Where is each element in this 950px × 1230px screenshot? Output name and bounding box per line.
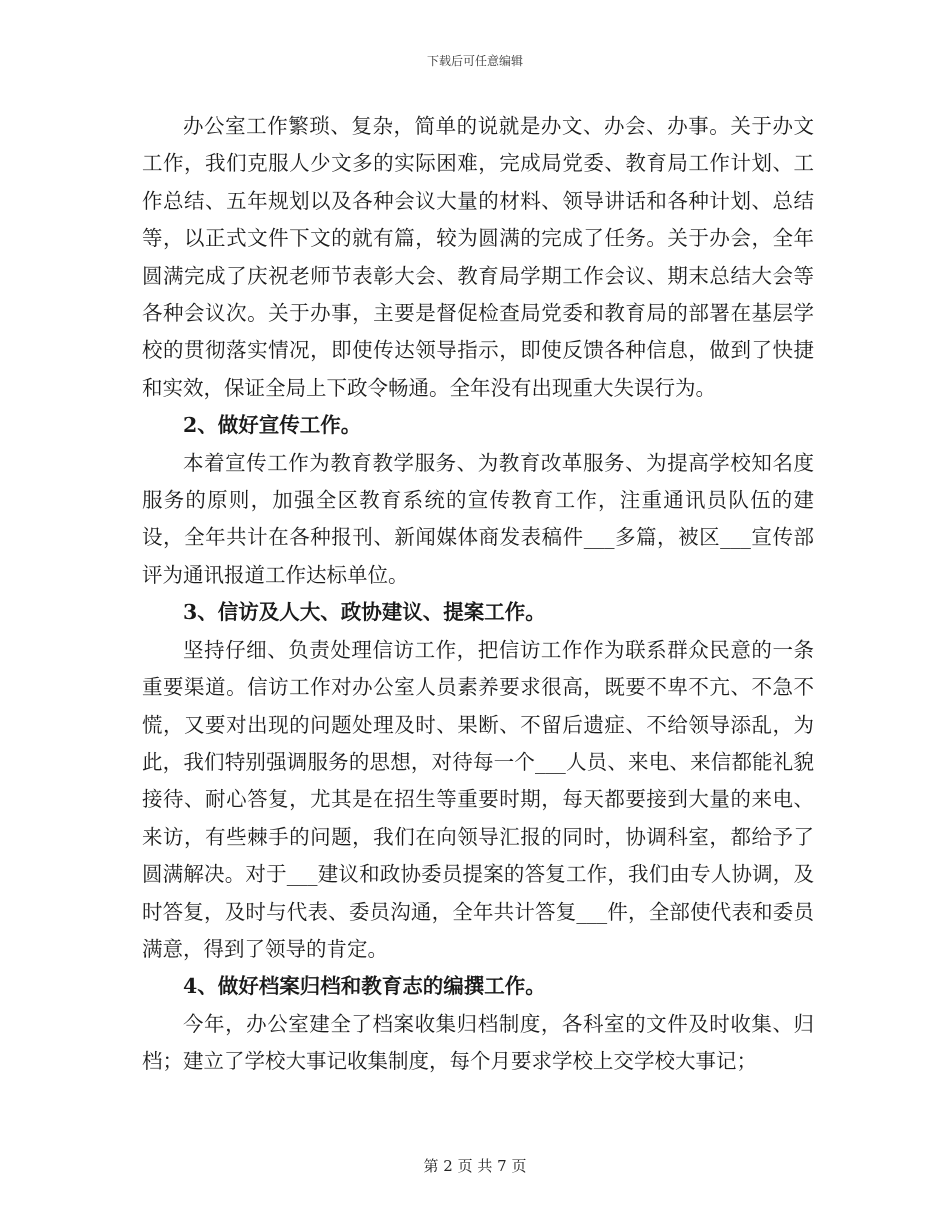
paragraph-office-work: 办公室工作繁琐、复杂，简单的说就是办文、办会、办事。关于办文工作，我们克服人少文多的实际困难，完成局党委、教育局工作计划、工作总结、五年规划以及各种会议大量的材料、领导讲话和各种计划、总结等，以正式文件下文的就有篇，较为圆满的完成了任务。关于办会，全年圆满完成了庆祝老师节表彰大会、教育局学期工作会议、期末总结大会等各种会议次。关于办事，主要是督促检查局党委和教育局的部署在基层学校的贯彻落实情况，即使传达领导指示，即使反馈各种信息，做到了快捷和实效，保证全局上下政令畅通。全年没有出现重大失误行为。: [142, 114, 814, 400]
page-header: 下载后可任意编辑: [426, 54, 523, 68]
paragraph-petitions: 坚持仔细、负责处理信访工作，把信访工作作为联系群众民意的一条重要渠道。信访工作对办公室人员素养要求很高，既要不卑不亢、不急不慌，又要对出现的问题处理及时、果断、不留后遗症、不给领导添乱，为此，我们特别强调服务的思想，对待每一个___人员、来电、来信都能礼貌接待、耐心答复，尤其是在招生等重要时期，每天都要接到大量的来电、来访，有些棘手的问题，我们在向领导汇报的同时，协调科室，都给予了圆满解决。对于___建议和政协委员提案的答复工作，我们由专人协调，及时答复，及时与代表、委员沟通，全年共计答复___件，全部使代表和委员满意，得到了领导的肯定。: [142, 637, 814, 961]
document-body: [142, 108, 814, 1081]
paragraph-archives: 今年，办公室建全了档案收集归档制度，各科室的文件及时收集、归档；建立了学校大事记收集制度，每个月要求学校上交学校大事记；: [142, 1011, 814, 1074]
section-heading-publicity: 2、做好宣传工作。: [183, 413, 362, 438]
page-number: 第 2 页 共 7 页: [423, 1157, 527, 1175]
section-heading-archives: 4、做好档案归档和教育志的编撰工作。: [183, 974, 546, 999]
paragraph-publicity: 本着宣传工作为教育教学服务、为教育改革服务、为提高学校知名度服务的原则，加强全区教育系统的宣传教育工作，注重通讯员队伍的建设，全年共计在各种报刊、新闻媒体商发表稿件___多篇，被区___宣传部评为通讯报道工作达标单位。: [142, 450, 814, 587]
section-heading-petitions: 3、信访及人大、政协建议、提案工作。: [183, 600, 546, 625]
